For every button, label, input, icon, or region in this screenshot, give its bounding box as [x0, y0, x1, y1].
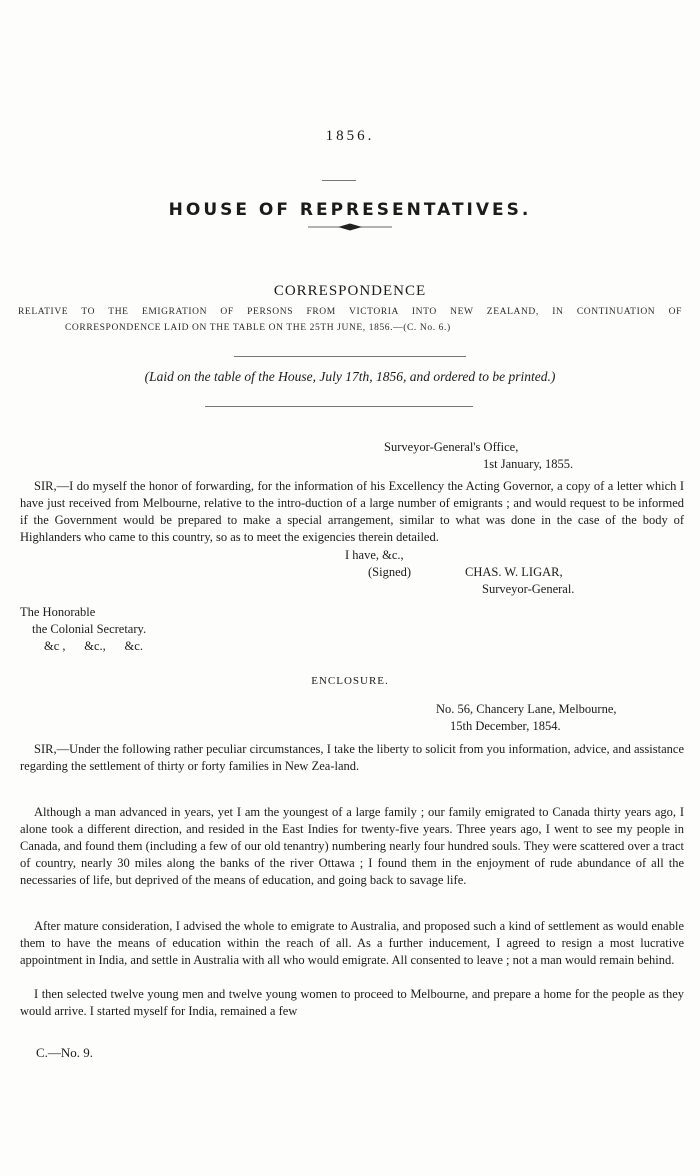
enclosure-paragraph-1: SIR,—Under the following rather peculiar circumstances, I take the liberty to solicit from you information, advice, and assistance regarding the settlement of thirty or forty families in New Zea-land.	[20, 742, 684, 773]
letter-closing: I have, &c.,	[345, 548, 404, 562]
document-year: 1856.	[325, 128, 375, 144]
enclosure-paragraph-2: Although a man advanced in years, yet I am the youngest of a large family ; our family emigrated to Canada thirty years ago, I alone took a different direction, and resided in the East Indies for twenty-five years. Three years ago, I went to see my people in Canada, and found them (including a few of our old tenantry) numbering nearly four hundred souls. They were scattered over a tract of country, nearly 30 miles along the banks of the river Ottawa ; I found them in the enjoyment of rude abundance of all the necessaries of life, but deprived of the means of education, and going back to savage life.	[20, 805, 684, 887]
letter-office: Surveyor-General's Office,	[384, 440, 519, 454]
addressee-line-1: The Honorable	[20, 605, 96, 619]
enclosure-paragraph-4: I then selected twelve young men and twelve young women to proceed to Melbourne, and prepare a home for the people as they would arrive. I started myself for India, remained a few	[20, 987, 684, 1018]
letter-body: SIR,—I do myself the honor of forwarding, for the information of his Excellency the Acting Governor, a copy of a letter which I have just received from Melbourne, relative to the intro-duction of a large number of emigrants ; and would request to be informed if the Government would be prepared to make a special arrangement, similar to what was done in the case of the body of Highlanders who came to this country, so as to meet the exigencies therein detailed.	[20, 479, 684, 544]
divider	[205, 406, 473, 407]
letter-signed: (Signed)	[368, 565, 412, 579]
ornament-divider-icon	[300, 220, 400, 234]
enclosure-date: 15th December, 1854.	[450, 719, 561, 733]
subject-line-2: CORRESPONDENCE LAID ON THE TABLE ON THE 25TH JUNE, 1856.—(C. No. 6.)	[65, 323, 451, 333]
letter-date: 1st January, 1855.	[483, 457, 574, 471]
divider	[234, 356, 466, 357]
laid-on-table-note: (Laid on the table of the House, July 17th, 1856, and ordered to be printed.)	[144, 369, 556, 384]
subject-line	[18, 304, 682, 336]
addressee-line-2: the Colonial Secretary.	[32, 622, 147, 636]
divider	[322, 180, 356, 181]
letter-signatory: CHAS. W. LIGAR,	[465, 565, 563, 579]
letter-title: Surveyor-General.	[482, 582, 575, 596]
house-heading: HOUSE OF REPRESENTATIVES.	[168, 200, 532, 220]
enclosure-heading: ENCLOSURE.	[311, 675, 389, 687]
subject-line-1: RELATIVE TO THE EMIGRATION OF PERSONS FROM VICTORIA INTO NEW ZEALAND, IN CONTINUATION OF	[18, 307, 682, 317]
enclosure-address: No. 56, Chancery Lane, Melbourne,	[436, 702, 617, 716]
correspondence-heading: CORRESPONDENCE	[273, 283, 427, 299]
addressee-line-3: &c , &c., &c.	[44, 639, 143, 653]
enclosure-paragraph-3: After mature consideration, I advised the whole to emigrate to Australia, and proposed such a kind of settlement as would enable them to have the means of education within the reach of all. As a further inducement, I agreed to resign a most lucrative appointment in India, and settle in Australia with all who would emigrate. All consented to leave ; not a man would remain behind.	[20, 919, 684, 967]
footer-reference: C.—No. 9.	[36, 1045, 94, 1060]
